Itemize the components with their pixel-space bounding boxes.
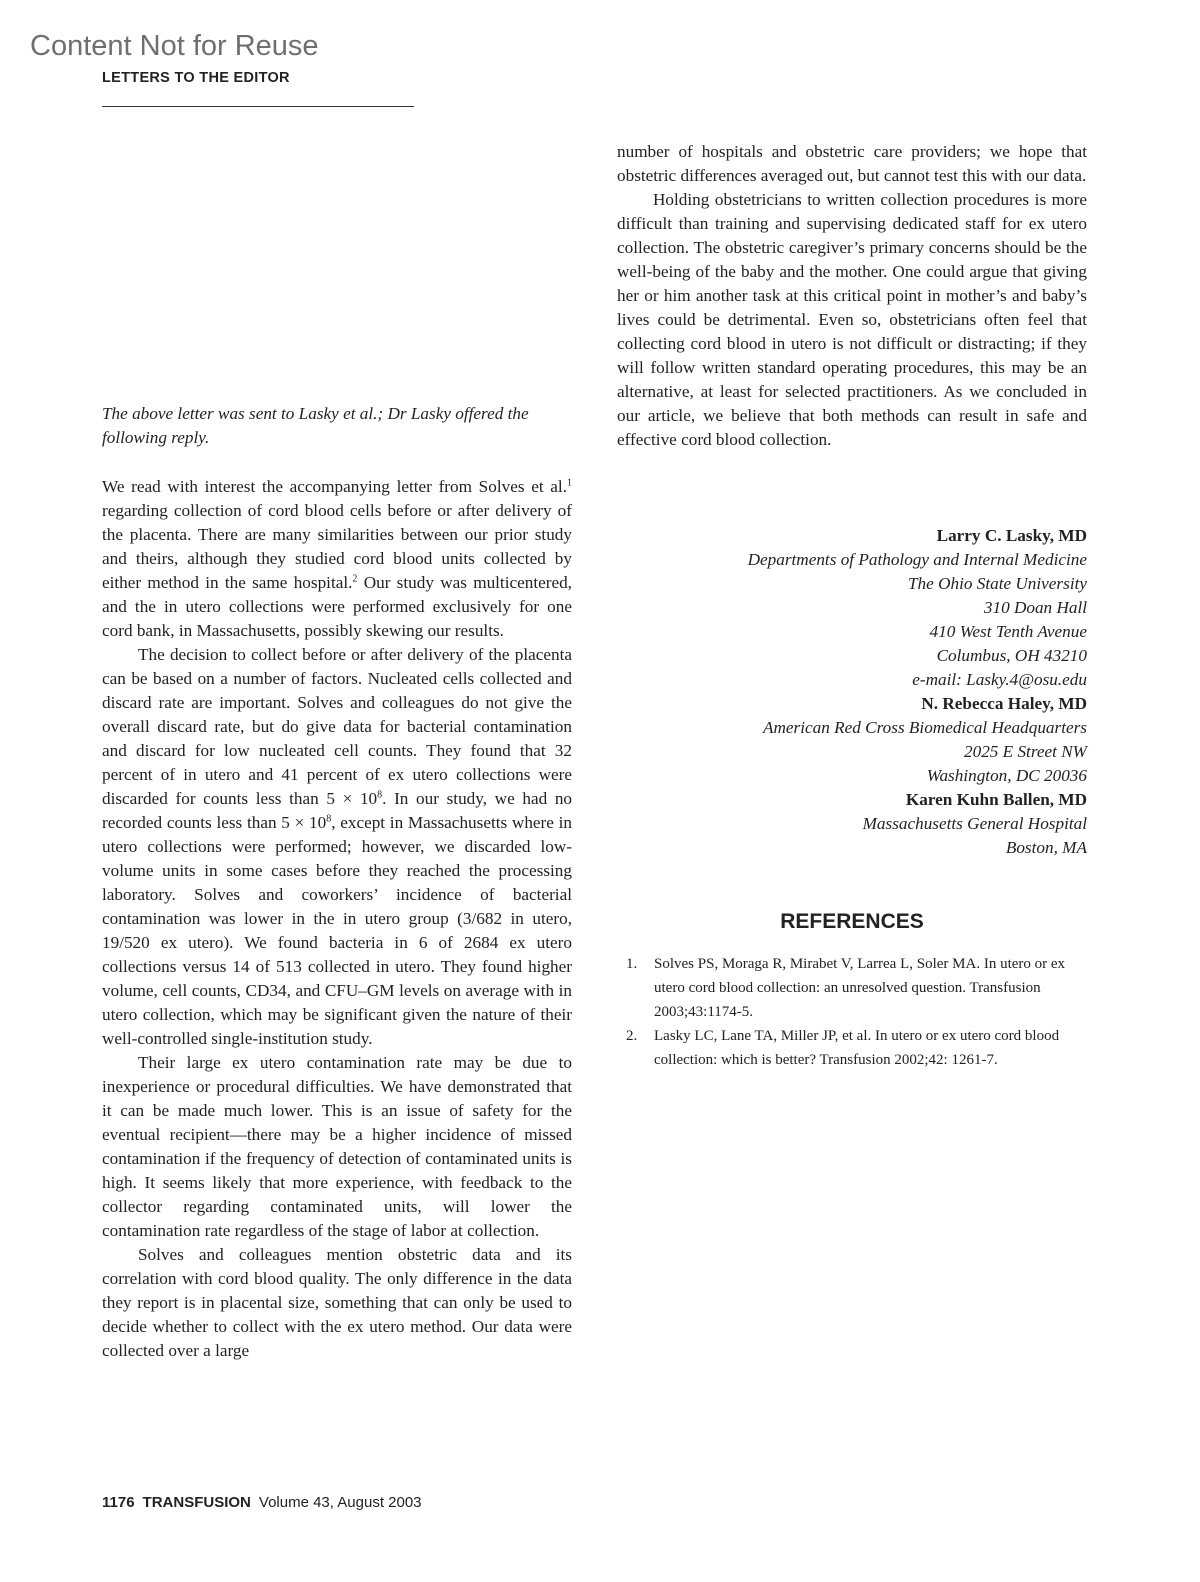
references-heading: REFERENCES xyxy=(780,910,924,933)
divider xyxy=(102,106,414,107)
text: , except in Massachusetts where in utero collections were performed; however, we discarded low-volume units in some cases before they reached the processing laboratory. Solves and coworkers’ incidence of bacterial contamination was lower in the in utero group (3/682 in utero, 19/520 ex utero). We found bacteria in 6 of 2684 ex utero collections versus 14 of 513 collected in utero. They found higher volume, cell counts, CD34, and CFU–GM levels on average with in utero collection, which may be significant given the nature of their well-controlled single-institution study. xyxy=(102,813,572,1048)
affiliation-line: Massachusetts General Hospital xyxy=(862,814,1087,833)
page-footer xyxy=(102,1494,422,1511)
text: We read with interest the accompanying letter from Solves et al. xyxy=(102,477,567,496)
affiliation-line: Boston, MA xyxy=(1005,838,1087,857)
reference-text: Solves PS, Moraga R, Mirabet V, Larrea L, Soler MA. In utero or ex utero cord blood collection: an unresolved question. Transfusion 2003;43:1174-5. xyxy=(654,956,1066,1020)
paragraph-2 xyxy=(102,643,572,1051)
text: regarding collection of cord blood cells before or after delivery of the placenta. There are many similarities between our prior study and theirs, although they studied cord blood units collected by either method in the same hospital. xyxy=(102,501,572,592)
left-column xyxy=(102,475,572,1363)
author-name: Larry C. Lasky, MD xyxy=(936,526,1087,545)
issue-info: Volume 43, August 2003 xyxy=(258,1494,422,1511)
reference-text: Lasky LC, Lane TA, Miller JP, et al. In utero or ex utero cord blood collection: which is better? Transfusion 2002;42: 1261-7. xyxy=(654,1028,1060,1068)
citation-2: 2 xyxy=(352,573,358,585)
reference-item xyxy=(626,952,1086,1024)
affiliation-line: The Ohio State University xyxy=(907,574,1087,593)
signature-block xyxy=(617,524,1087,860)
paragraph-4-continued: number of hospitals and obstetric care providers; we hope that obstetric differences averaged out, but cannot test this with our data. xyxy=(617,142,1087,185)
affiliation-line: 2025 E Street NW xyxy=(964,742,1087,761)
author-name: N. Rebecca Haley, MD xyxy=(921,694,1087,713)
exponent: 8 xyxy=(377,789,383,801)
editor-note: The above letter was sent to Lasky et al.; Dr Lasky offered the following reply. xyxy=(102,404,529,447)
watermark: Content Not for Reuse xyxy=(30,30,319,62)
reference-number: 2. xyxy=(626,1028,638,1044)
reference-number: 1. xyxy=(626,956,638,972)
right-column xyxy=(617,140,1087,452)
affiliation-line: 310 Doan Hall xyxy=(983,598,1087,617)
paragraph-4: Solves and colleagues mention obstetric data and its correlation with cord blood quality. The only difference in the data they report is in placental size, something that can only be used to decide whether to collect with the ex utero method. Our data were collected over a large xyxy=(102,1245,572,1360)
section-heading: LETTERS TO THE EDITOR xyxy=(102,70,290,86)
email: e-mail: Lasky.4@osu.edu xyxy=(912,670,1087,689)
text: . In our study, we had no recorded counts less than 5 × 10 xyxy=(102,789,573,832)
author-name: Karen Kuhn Ballen, MD xyxy=(905,790,1087,809)
citation-1: 1 xyxy=(567,477,572,489)
affiliation-line: Columbus, OH 43210 xyxy=(936,646,1087,665)
journal-name: TRANSFUSION xyxy=(142,1494,251,1511)
text: The decision to collect before or after delivery of the placenta can be based on a number of factors. Nucleated cells collected and discard rate are important. Solves and colleagues do not give the overall discard rate, but do give data for bacterial contamination and discard for low nucleated cell counts. They found that 32 percent of in utero and 41 percent of ex utero collections were discarded for counts less than 5 × 10 xyxy=(102,645,572,808)
affiliation-line: Departments of Pathology and Internal Medicine xyxy=(747,550,1087,569)
affiliation-line: 410 West Tenth Avenue xyxy=(929,622,1087,641)
reference-item xyxy=(626,1024,1086,1072)
page-number: 1176 xyxy=(102,1494,135,1511)
paragraph-1 xyxy=(102,475,572,643)
affiliation-line: American Red Cross Biomedical Headquarters xyxy=(763,718,1087,737)
affiliation-line: Washington, DC 20036 xyxy=(926,766,1087,785)
exponent: 8 xyxy=(326,813,332,825)
reference-list xyxy=(626,952,1086,1072)
paragraph-5: Holding obstetricians to written collection procedures is more difficult than training and supervising dedicated staff for ex utero collection. The obstetric caregiver’s primary concerns should be the well-being of the baby and the mother. One could argue that giving her or him another task at this critical point in mother’s and baby’s lives could be detrimental. Even so, obstetricians often feel that collecting cord blood in utero is not difficult or distracting; if they will follow written standard operating procedures, this may be an alternative, at least for selected practitioners. As we concluded in our article, we believe that both methods can result in safe and effective cord blood collection. xyxy=(617,190,1087,449)
paragraph-3: Their large ex utero contamination rate may be due to inexperience or procedural difficulties. We have demonstrated that it can be made much lower. This is an issue of safety for the eventual recipient—there may be a higher incidence of missed contamination if the frequency of detection of contaminated units is high. It seems likely that more experience, with feedback to the collector regarding contaminated units, will lower the contamination rate regardless of the stage of labor at collection. xyxy=(102,1053,572,1240)
text: Our study was multicentered, and the in utero collections were performed exclusively for one cord bank, in Massachusetts, possibly skewing our results. xyxy=(102,573,572,640)
